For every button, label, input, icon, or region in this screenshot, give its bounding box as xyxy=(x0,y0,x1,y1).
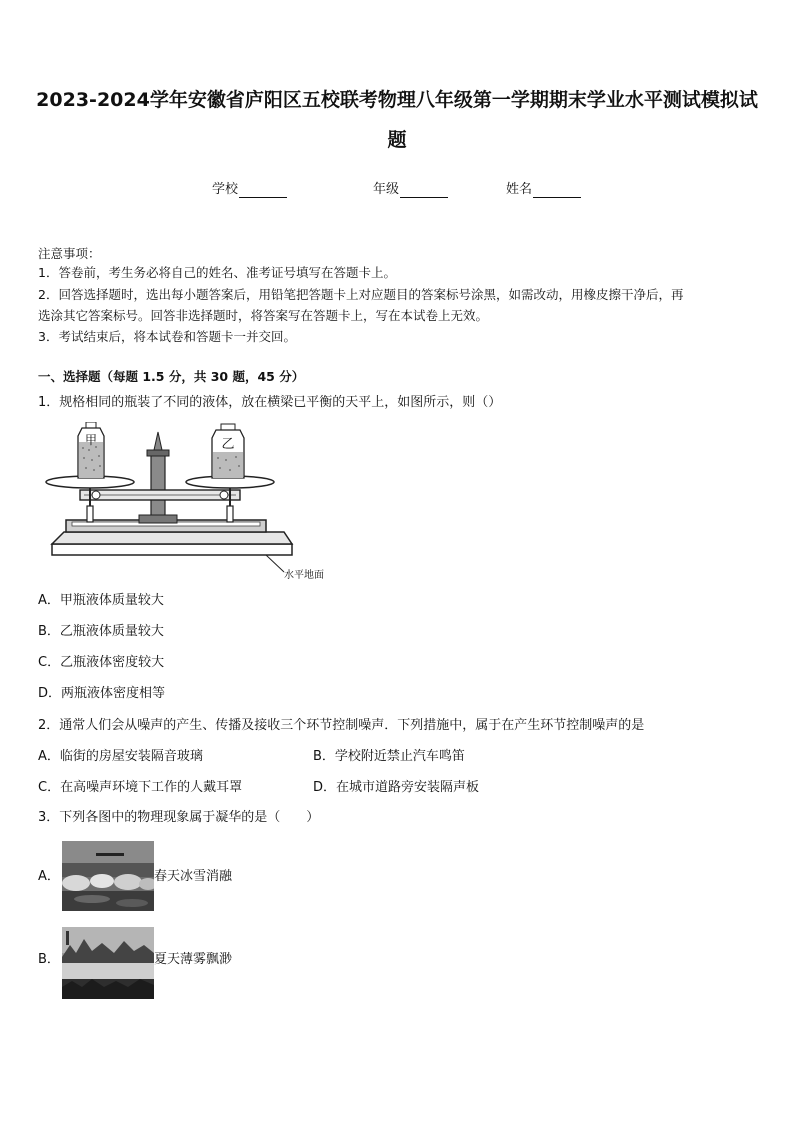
grade-label: 年级 xyxy=(373,182,400,197)
balance-scale-figure xyxy=(44,422,344,582)
q2-option-a: A．临街的房屋安装隔音玻璃 xyxy=(38,749,203,764)
school-label: 学校 xyxy=(212,182,239,197)
q3-option-b-text: 夏天薄雾飘渺 xyxy=(154,952,233,967)
q1-option-d: D．两瓶液体密度相等 xyxy=(38,686,166,701)
name-blank xyxy=(533,184,581,198)
notes-heading: 注意事项： xyxy=(38,246,101,261)
question-1-stem: 1．规格相同的瓶装了不同的液体，放在横梁已平衡的天平上，如图所示，则（） xyxy=(38,395,502,410)
question-3-stem: 3．下列各图中的物理现象属于凝华的是（ ） xyxy=(38,810,320,825)
q2-option-b: B．学校附近禁止汽车鸣笛 xyxy=(313,749,465,764)
bottle-jia-label: 甲 xyxy=(84,433,98,447)
section-heading: 一、选择题（每题 1.5 分，共 30 题，45 分） xyxy=(38,369,305,384)
ground-label: 水平地面 xyxy=(284,570,324,581)
note-item: 选涂其它答案标号。回答非选择题时，将答案写在答题卡上，写在本试卷上无效。 xyxy=(38,308,489,323)
q2-option-c: C．在高噪声环境下工作的人戴耳罩 xyxy=(38,780,243,795)
q3-option-a-text: 春天冰雪消融 xyxy=(154,869,233,884)
grade-blank xyxy=(400,184,448,198)
name-label: 姓名 xyxy=(506,182,533,197)
q1-option-b: B．乙瓶液体质量较大 xyxy=(38,624,164,639)
school-blank xyxy=(239,184,287,198)
question-2-stem: 2．通常人们会从噪声的产生、传播及接收三个环节控制噪声．下列措施中，属于在产生环节控制噪声的是 xyxy=(38,718,645,733)
misty-lake-photo xyxy=(62,927,154,999)
bottle-yi-label: 乙 xyxy=(221,437,235,452)
exam-title: 2023-2024学年安徽省庐阳区五校联考物理八年级第一学期期末学业水平测试模拟试 xyxy=(36,89,758,111)
exam-title-continued: 题 xyxy=(387,129,407,151)
note-item: 1．答卷前，考生务必将自己的姓名、准考证号填写在答题卡上。 xyxy=(38,265,396,280)
q1-option-a: A．甲瓶液体质量较大 xyxy=(38,593,164,608)
q3-option-a-letter: A． xyxy=(38,869,60,884)
grade-field xyxy=(373,182,448,198)
q1-option-c: C．乙瓶液体密度较大 xyxy=(38,655,165,670)
name-field xyxy=(506,182,581,198)
school-field xyxy=(212,182,287,198)
q2-option-d: D．在城市道路旁安装隔声板 xyxy=(313,780,480,795)
note-item: 3．考试结束后，将本试卷和答题卡一并交回。 xyxy=(38,329,296,344)
note-item: 2．回答选择题时，选出每小题答案后，用铅笔把答题卡上对应题目的答案标号涂黑，如需改动，用橡皮擦干净后，再 xyxy=(38,287,684,302)
melting-snow-photo xyxy=(62,841,154,911)
q3-option-b-letter: B． xyxy=(38,952,60,967)
